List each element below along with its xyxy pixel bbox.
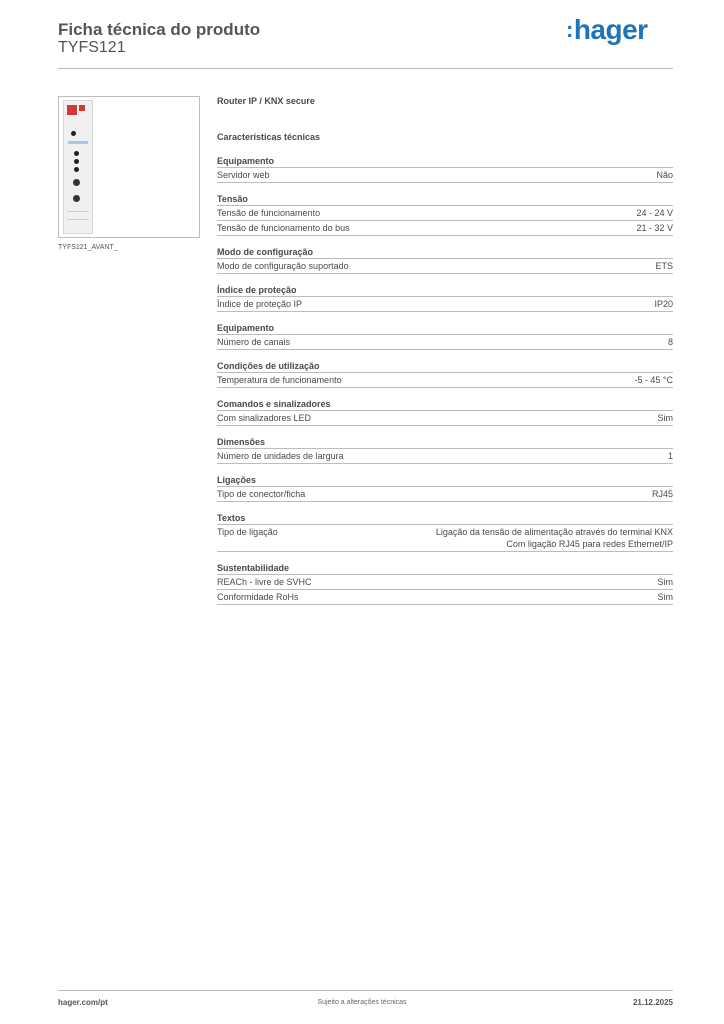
spec-value — [658, 576, 674, 588]
section-title: Equipamento — [217, 322, 673, 335]
spec-label: Com sinalizadores LED — [217, 413, 312, 423]
button-knob-icon — [73, 179, 80, 186]
indicator-dot-icon — [71, 131, 76, 136]
spec-row — [217, 449, 673, 464]
spec-value-line: 21 - 32 V — [636, 223, 673, 233]
footer-date: 21.12.2025 — [632, 998, 673, 1007]
spec-section — [217, 284, 673, 312]
spec-value-line: 24 - 24 V — [636, 208, 673, 218]
hager-logo — [566, 14, 648, 46]
spec-label: Índice de proteção IP — [217, 299, 303, 309]
spec-row — [217, 411, 673, 426]
spec-section — [217, 474, 673, 502]
image-caption: TYFS121_AVANT_ — [58, 244, 118, 251]
section-title: Condições de utilização — [217, 360, 673, 373]
spec-section — [217, 562, 673, 605]
spec-row — [217, 575, 673, 590]
spec-value — [636, 222, 673, 234]
header-divider — [58, 68, 673, 69]
spec-sections — [217, 155, 673, 605]
spec-value-line: RJ45 — [651, 489, 673, 499]
spec-value-line: 8 — [667, 337, 673, 347]
device-divider — [67, 219, 89, 220]
section-title: Modo de configuração — [217, 246, 673, 259]
spec-row — [217, 297, 673, 312]
spec-label: Tipo de ligação — [217, 527, 278, 537]
device-divider — [67, 211, 89, 212]
section-title: Sustentabilidade — [217, 562, 673, 575]
footer-divider — [58, 990, 673, 991]
spec-value-line: Com ligação RJ45 para redes Ethernet/IP — [506, 539, 673, 549]
spec-row — [217, 373, 673, 388]
spec-section — [217, 155, 673, 183]
section-title: Índice de proteção — [217, 284, 673, 297]
spec-value-line: 1 — [667, 451, 673, 461]
spec-section — [217, 398, 673, 426]
section-title: Dimensões — [217, 436, 673, 449]
spec-row — [217, 206, 673, 221]
spec-row — [217, 168, 673, 183]
spec-label: Tipo de conector/ficha — [217, 489, 306, 499]
spec-value-line: Sim — [657, 592, 673, 602]
section-title: Ligações — [217, 474, 673, 487]
spec-value — [668, 336, 673, 348]
device-label-strip — [68, 141, 88, 144]
spec-section — [217, 512, 673, 552]
spec-value — [655, 260, 673, 272]
spec-row — [217, 525, 673, 552]
spec-section — [217, 193, 673, 236]
spec-section — [217, 322, 673, 350]
spec-value — [656, 169, 673, 181]
section-title: Tensão — [217, 193, 673, 206]
section-title: Textos — [217, 512, 673, 525]
spec-value-line: Ligação da tensão de alimentação através do terminal KNX — [435, 527, 673, 537]
spec-label: Número de unidades de largura — [217, 451, 344, 461]
spec-row — [217, 335, 673, 350]
spec-value — [652, 488, 673, 500]
spec-label: REACh - livre de SVHC — [217, 577, 312, 587]
product-name: Router IP / KNX secure — [217, 96, 315, 106]
spec-label: Número de canais — [217, 337, 291, 347]
spec-label: Conformidade RoHs — [217, 592, 299, 602]
spec-label: Temperatura de funcionamento — [217, 375, 342, 385]
button-knob-icon — [73, 195, 80, 202]
spec-value — [654, 298, 673, 310]
spec-value — [658, 412, 674, 424]
section-title: Equipamento — [217, 155, 673, 168]
spec-label: Servidor web — [217, 170, 270, 180]
section-title: Comandos e sinalizadores — [217, 398, 673, 411]
spec-value-line: Sim — [657, 577, 673, 587]
indicator-dot-icon — [74, 167, 79, 172]
page-title: Ficha técnica do produto — [58, 20, 261, 39]
footer-note: Sujeito a alterações técnicas — [317, 999, 407, 1006]
spec-value — [668, 450, 673, 462]
spec-value — [658, 591, 674, 603]
spec-row — [217, 259, 673, 274]
spec-content — [217, 95, 673, 605]
spec-value-line: ETS — [655, 261, 673, 271]
red-led-icon — [67, 105, 77, 115]
logo-text: hager — [573, 14, 648, 45]
product-reference: TYFS121 — [58, 39, 126, 56]
spec-value-line: -5 - 45 °C — [634, 375, 673, 385]
spec-section — [217, 246, 673, 274]
spec-row — [217, 590, 673, 605]
product-image — [58, 96, 200, 238]
spec-value — [436, 526, 673, 550]
spec-row — [217, 221, 673, 236]
indicator-dot-icon — [74, 151, 79, 156]
spec-heading: Características técnicas — [217, 132, 321, 142]
spec-value-line: IP20 — [654, 299, 673, 309]
device-illustration — [63, 100, 93, 234]
spec-section — [217, 436, 673, 464]
spec-value-line: Não — [656, 170, 673, 180]
spec-label: Tensão de funcionamento do bus — [217, 223, 350, 233]
footer-website: hager.com/pt — [58, 998, 108, 1007]
red-led-icon — [79, 105, 85, 111]
spec-value-line: Sim — [657, 413, 673, 423]
logo-colon-mark: : — [566, 17, 573, 42]
spec-value — [634, 374, 673, 386]
spec-label: Modo de configuração suportado — [217, 261, 349, 271]
indicator-dot-icon — [74, 159, 79, 164]
spec-row — [217, 487, 673, 502]
spec-label: Tensão de funcionamento — [217, 208, 321, 218]
spec-value — [636, 207, 673, 219]
spec-section — [217, 360, 673, 388]
